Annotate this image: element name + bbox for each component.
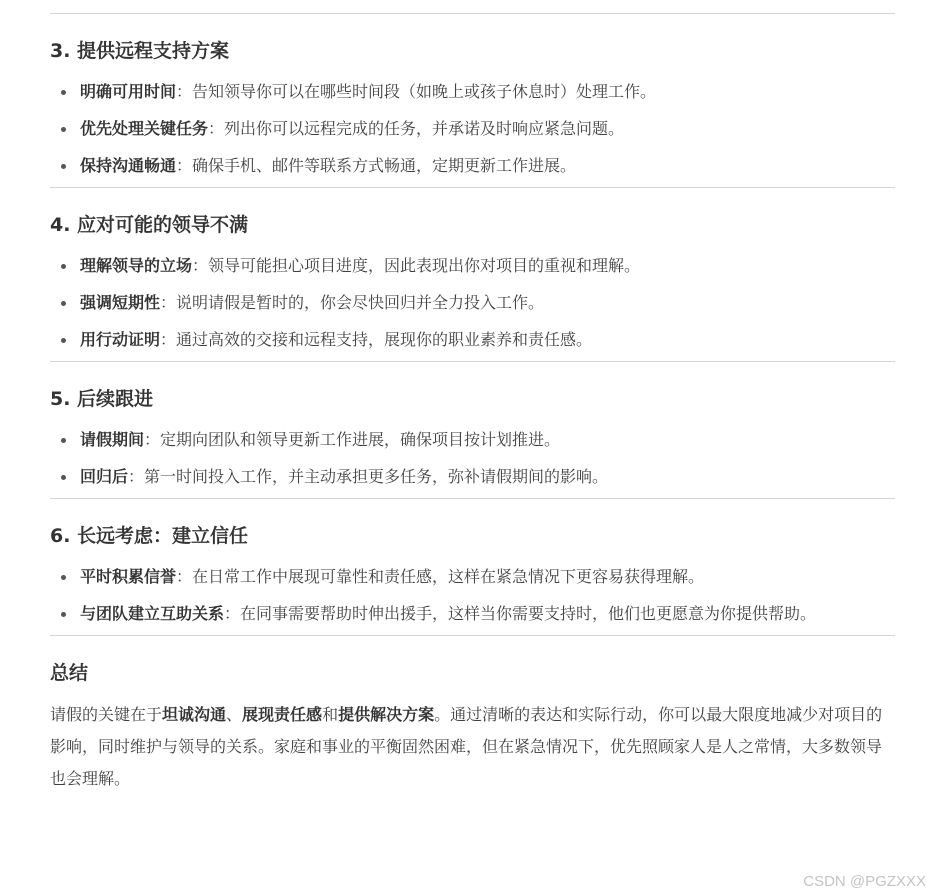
list-item-text: ：第一时间投入工作，并主动承担更多任务，弥补请假期间的影响。 xyxy=(128,467,609,486)
list-item-text: ：在同事需要帮助时伸出援手，这样当你需要支持时，他们也更愿意为你提供帮助。 xyxy=(224,604,817,623)
list-item xyxy=(50,113,895,145)
divider xyxy=(50,187,895,188)
list-item xyxy=(50,324,895,356)
list-item xyxy=(50,461,895,493)
summary-text-segment: 请假的关键在于 xyxy=(50,705,163,724)
section-summary xyxy=(50,659,895,795)
list-item-text: ：告知领导你可以在哪些时间段（如晚上或孩子休息时）处理工作。 xyxy=(176,82,657,101)
bullet-list xyxy=(50,76,895,182)
section-heading: 4. 应对可能的领导不满 xyxy=(50,214,249,236)
list-item-term: 强调短期性 xyxy=(80,293,161,312)
list-item-term: 保持沟通畅通 xyxy=(80,156,177,175)
list-item-term: 理解领导的立场 xyxy=(80,256,193,275)
section-long-term-trust xyxy=(50,522,895,630)
section-heading: 6. 长远考虑：建立信任 xyxy=(50,525,249,547)
list-item-text: ：列出你可以远程完成的任务，并承诺及时响应紧急问题。 xyxy=(208,119,625,138)
divider xyxy=(50,13,895,14)
section-follow-up xyxy=(50,385,895,493)
section-heading: 3. 提供远程支持方案 xyxy=(50,40,230,62)
article-content xyxy=(50,0,895,795)
summary-emphasis: 提供解决方案 xyxy=(338,705,435,724)
list-item-text: ：说明请假是暂时的，你会尽快回归并全力投入工作。 xyxy=(160,293,545,312)
list-item xyxy=(50,598,895,630)
list-item-text: ：确保手机、邮件等联系方式畅通，定期更新工作进展。 xyxy=(176,156,577,175)
list-item-term: 明确可用时间 xyxy=(80,82,177,101)
list-item-term: 请假期间 xyxy=(80,430,145,449)
summary-text-segment: 、 xyxy=(226,705,243,724)
summary-paragraph xyxy=(50,699,895,795)
csdn-watermark: CSDN @PGZXXX xyxy=(803,873,926,890)
summary-emphasis: 坦诚沟通 xyxy=(162,705,227,724)
list-item xyxy=(50,561,895,593)
divider xyxy=(50,635,895,636)
list-item-term: 优先处理关键任务 xyxy=(80,119,209,138)
list-item-term: 平时积累信誉 xyxy=(80,567,177,586)
summary-emphasis: 展现责任感 xyxy=(242,705,323,724)
list-item-text: ：领导可能担心项目进度，因此表现出你对项目的重视和理解。 xyxy=(192,256,641,275)
section-heading: 5. 后续跟进 xyxy=(50,388,154,410)
bullet-list xyxy=(50,561,895,630)
divider xyxy=(50,498,895,499)
section-remote-support xyxy=(50,37,895,182)
list-item-text: ：通过高效的交接和远程支持，展现你的职业素养和责任感。 xyxy=(160,330,593,349)
list-item xyxy=(50,76,895,108)
section-leader-dissatisfaction xyxy=(50,211,895,356)
list-item-term: 回归后 xyxy=(80,467,129,486)
bullet-list xyxy=(50,250,895,356)
list-item-text: ：定期向团队和领导更新工作进展，确保项目按计划推进。 xyxy=(144,430,561,449)
divider xyxy=(50,361,895,362)
bullet-list xyxy=(50,424,895,493)
list-item xyxy=(50,424,895,456)
list-item xyxy=(50,287,895,319)
list-item-term: 用行动证明 xyxy=(80,330,161,349)
summary-text-segment: 和 xyxy=(322,705,339,724)
summary-text-segment: 。通过清晰的表达和实际行动，你可以最大限度地减少对项目的影响，同时维护与领导的关系。家庭和事业的平衡固然困难，但在紧急情况下，优先照顾家人是人之常情，大多数领导也会理解。 xyxy=(50,705,883,788)
list-item-text: ：在日常工作中展现可靠性和责任感，这样在紧急情况下更容易获得理解。 xyxy=(176,567,705,586)
summary-heading: 总结 xyxy=(50,662,89,684)
list-item xyxy=(50,250,895,282)
list-item-term: 与团队建立互助关系 xyxy=(80,604,225,623)
list-item xyxy=(50,150,895,182)
